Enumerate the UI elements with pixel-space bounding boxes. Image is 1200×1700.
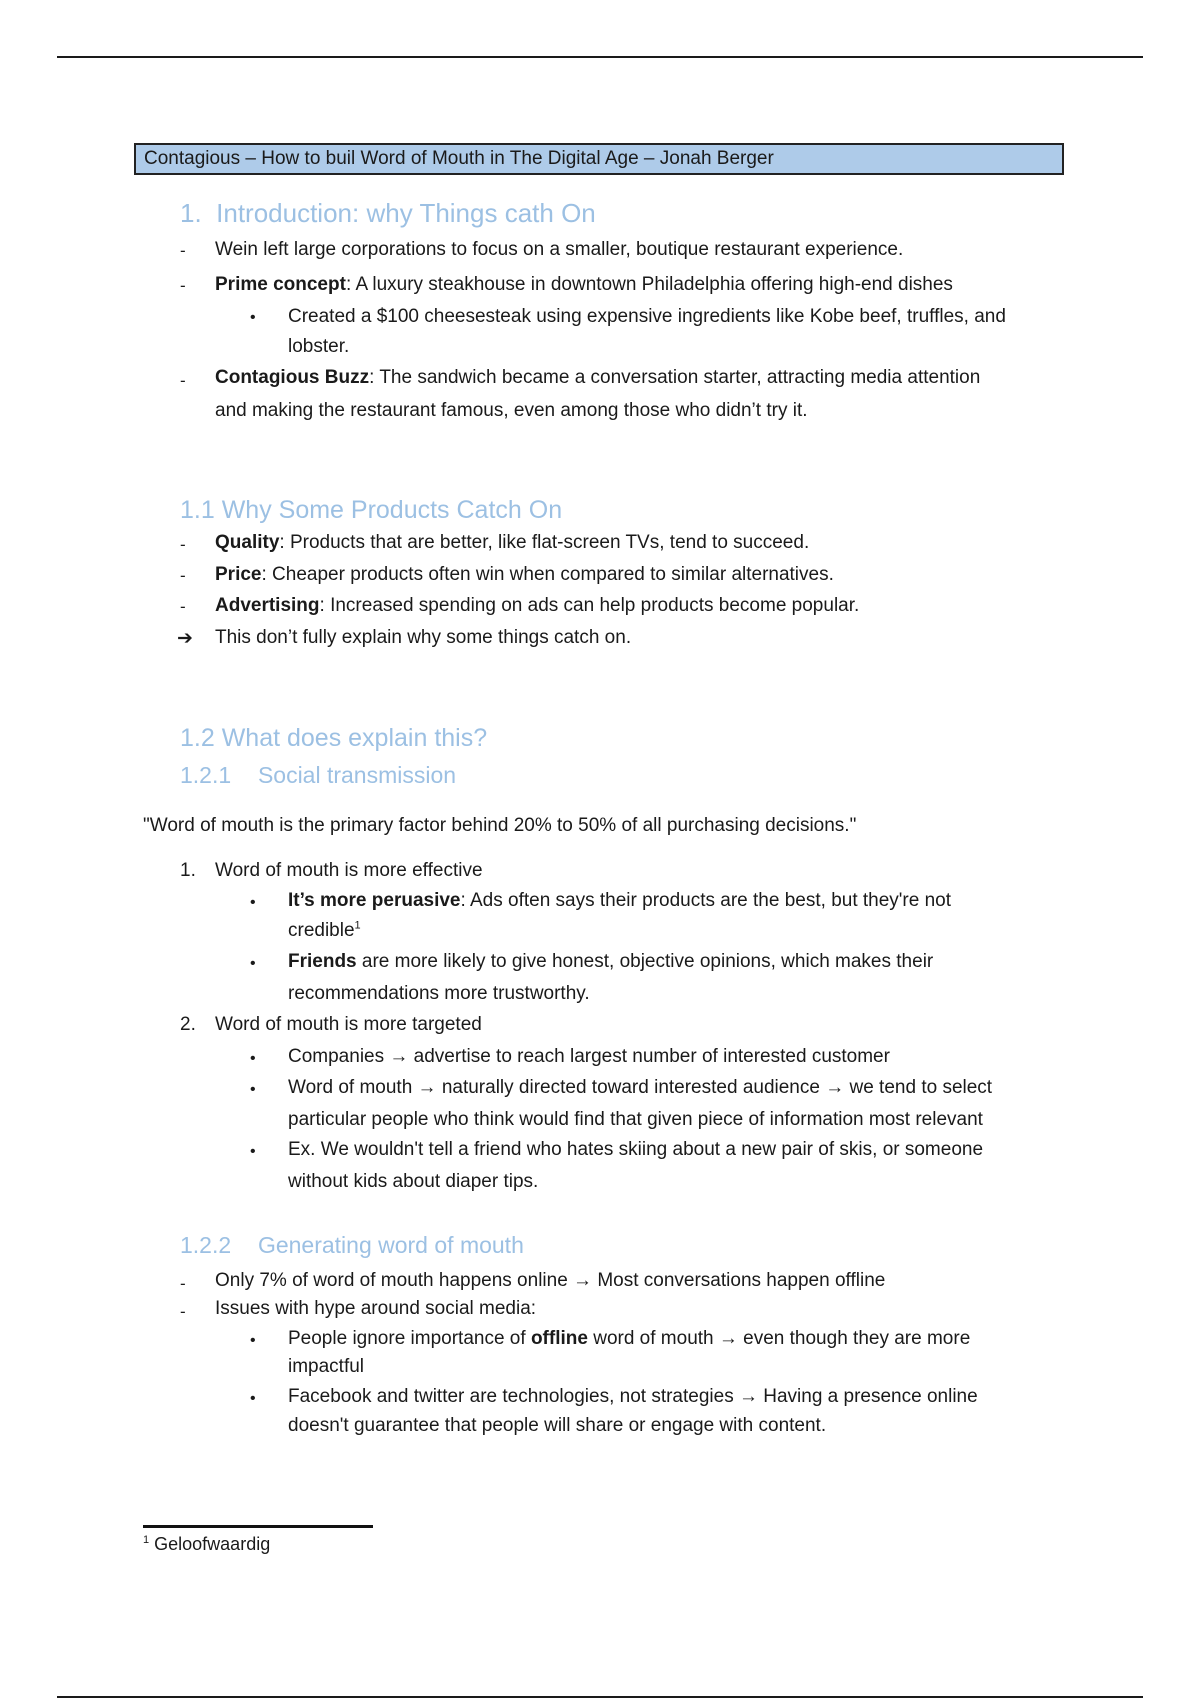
footer-rule xyxy=(57,1696,1143,1698)
section-1-2-2-number: 1.2.2 xyxy=(180,1232,232,1258)
list-item xyxy=(288,951,933,973)
term-bold: Quality xyxy=(215,532,280,553)
list-number: 2. xyxy=(180,1014,196,1035)
list-marker: - xyxy=(180,371,186,390)
list-item xyxy=(215,532,809,554)
quote: "Word of mouth is the primary factor behind 20% to 50% of all purchasing decisions." xyxy=(143,815,857,836)
item-text: word of mouth → even though they are more xyxy=(587,1328,971,1349)
list-item-continuation: recommendations more trustworthy. xyxy=(288,983,590,1004)
list-number: 1. xyxy=(180,860,196,881)
footnote xyxy=(143,1534,270,1555)
item-text: : Products that are better, like flat-screen TVs, tend to succeed. xyxy=(279,532,810,553)
item-text: : The sandwich became a conversation starter, attracting media attention xyxy=(369,367,981,388)
list-marker: - xyxy=(180,1302,186,1321)
list-item xyxy=(215,274,953,296)
list-item: Wein left large corporations to focus on a smaller, boutique restaurant experience. xyxy=(215,239,904,260)
list-marker: - xyxy=(180,535,186,554)
section-1-2-1-title: Social transmission xyxy=(257,762,457,788)
bullet-marker: • xyxy=(250,1332,256,1349)
section-1-number: 1. xyxy=(180,198,202,228)
item-text: are more likely to give honest, objective opinions, which makes their xyxy=(356,951,934,972)
list-item: Ex. We wouldn't tell a friend who hates skiing about a new pair of skis, or someone xyxy=(288,1139,984,1160)
list-item xyxy=(215,595,859,617)
list-marker: - xyxy=(180,1274,186,1293)
list-item-continuation: without kids about diaper tips. xyxy=(288,1171,539,1192)
section-1-heading xyxy=(180,198,596,229)
footnote-text: Geloofwaardig xyxy=(154,1534,271,1554)
section-1-2-1-heading xyxy=(180,762,456,789)
list-marker: - xyxy=(180,597,186,616)
list-item: Issues with hype around social media: xyxy=(215,1298,537,1319)
list-item xyxy=(288,1328,970,1350)
term-bold: Prime concept xyxy=(215,274,346,295)
section-1-1-heading: 1.1 Why Some Products Catch On xyxy=(180,496,563,524)
section-1-2-2-title: Generating word of mouth xyxy=(257,1232,524,1258)
list-item xyxy=(215,564,834,586)
list-item-continuation: impactful xyxy=(288,1356,365,1377)
bullet-marker: • xyxy=(250,955,256,972)
term-bold: Price xyxy=(215,564,262,585)
list-item: Facebook and twitter are technologies, not strategies → Having a presence online xyxy=(288,1386,978,1407)
list-item xyxy=(288,890,951,912)
list-item xyxy=(215,367,980,389)
numbered-item: Word of mouth is more targeted xyxy=(215,1014,482,1035)
list-item-continuation: lobster. xyxy=(288,336,350,357)
footnote-marker: 1 xyxy=(143,1534,150,1546)
section-1-2-2-heading xyxy=(180,1232,524,1259)
bullet-marker: • xyxy=(250,309,256,326)
item-text: : Cheaper products often win when compared to similar alternatives. xyxy=(261,564,834,585)
list-marker: - xyxy=(180,566,186,585)
bullet-marker: • xyxy=(250,1390,256,1407)
item-text: People ignore importance of xyxy=(288,1328,531,1349)
section-1-2-1-number: 1.2.1 xyxy=(180,762,232,788)
item-text: credible xyxy=(288,920,355,941)
term-bold: Friends xyxy=(288,951,357,972)
list-item-continuation: particular people who think would find that given piece of information most relevant xyxy=(288,1109,983,1130)
bullet-marker: • xyxy=(250,1081,256,1098)
term-bold: Advertising xyxy=(215,595,320,616)
list-item: Only 7% of word of mouth happens online → Most conversations happen offline xyxy=(215,1270,886,1291)
document-title: Contagious – How to buil Word of Mouth in The Digital Age – Jonah Berger xyxy=(134,143,1064,175)
list-item: Created a $100 cheesesteak using expensive ingredients like Kobe beef, truffles, and xyxy=(288,306,1006,327)
term-bold: offline xyxy=(530,1328,588,1349)
item-text: : Ads often says their products are the best, but they're not xyxy=(460,890,952,911)
list-marker: - xyxy=(180,276,186,295)
section-1-2-heading: 1.2 What does explain this? xyxy=(180,724,488,752)
bullet-marker: • xyxy=(250,894,256,911)
arrow-icon: ➔ xyxy=(177,628,193,649)
list-item: Word of mouth → naturally directed toward interested audience → we tend to select xyxy=(288,1077,993,1098)
term-bold: Contagious Buzz xyxy=(215,367,370,388)
numbered-item: Word of mouth is more effective xyxy=(215,860,483,881)
list-item-continuation: and making the restaurant famous, even among those who didn’t try it. xyxy=(215,400,808,421)
list-item: This don’t fully explain why some things catch on. xyxy=(215,627,632,648)
bullet-marker: • xyxy=(250,1143,256,1160)
item-text: : Increased spending on ads can help products become popular. xyxy=(319,595,860,616)
bullet-marker: • xyxy=(250,1050,256,1067)
term-bold: It’s more peruasive xyxy=(288,890,461,911)
header-rule xyxy=(57,56,1143,58)
list-item-continuation xyxy=(288,920,361,942)
footnote-reference[interactable]: 1 xyxy=(354,919,361,932)
list-item-continuation: doesn't guarantee that people will share or engage with content. xyxy=(288,1415,827,1436)
section-1-title: Introduction: why Things cath On xyxy=(216,198,596,228)
list-marker: - xyxy=(180,241,186,260)
footnote-separator xyxy=(143,1525,373,1528)
list-item: Companies → advertise to reach largest number of interested customer xyxy=(288,1046,890,1067)
item-text: : A luxury steakhouse in downtown Philadelphia offering high-end dishes xyxy=(345,274,953,295)
